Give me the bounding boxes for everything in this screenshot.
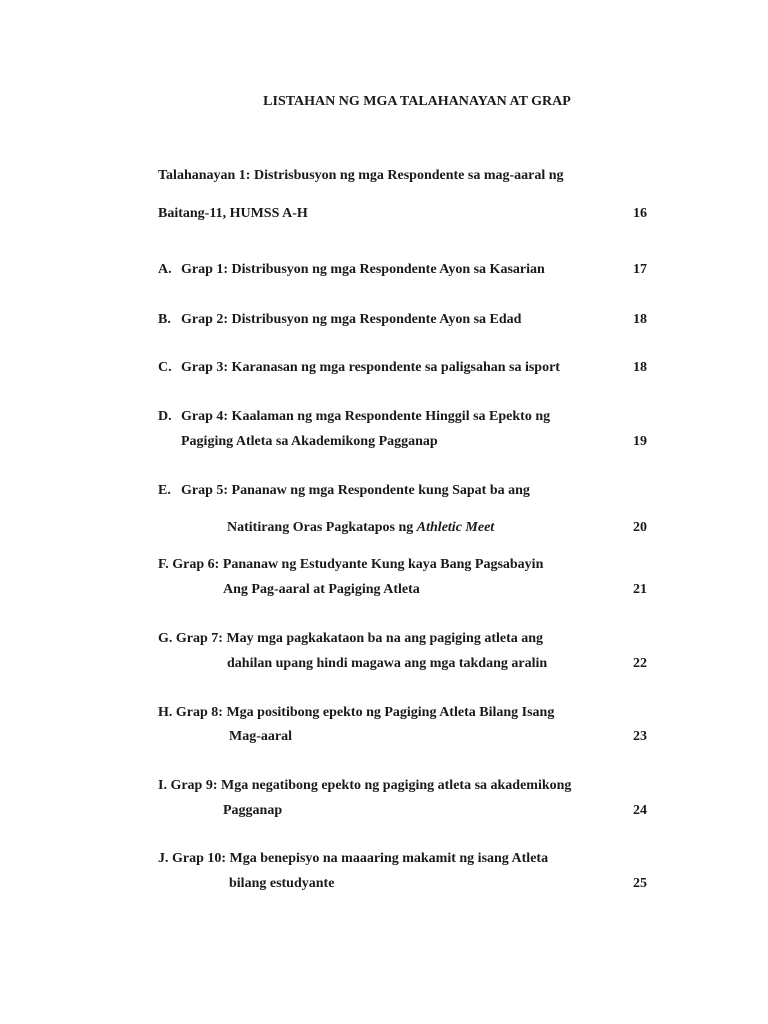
table1-page: 16 [633, 206, 647, 221]
entry-c-page: 18 [633, 360, 647, 375]
entry-b-page: 18 [633, 312, 647, 327]
entry-e-page: 20 [633, 520, 647, 535]
entry-h-line1: H. Grap 8: Mga positibong epekto ng Pagiging Atleta Bilang Isang [158, 705, 555, 720]
entry-a-letter: A. [158, 262, 172, 277]
entry-h-page: 23 [633, 729, 647, 744]
entry-d-page: 19 [633, 434, 647, 449]
table1-line2: Baitang-11, HUMSS A-H [158, 206, 308, 221]
table1-line1: Talahanayan 1: Distrisbusyon ng mga Respondente sa mag-aaral ng [158, 168, 564, 183]
entry-e-line2-italic: Athletic Meet [416, 520, 495, 535]
entry-f-line2: Ang Pag-aaral at Pagiging Atleta [223, 582, 420, 597]
entry-e-letter: E. [158, 483, 171, 498]
entry-d-line2: Pagiging Atleta sa Akademikong Pagganap [181, 434, 438, 449]
entry-d-line1: Grap 4: Kaalaman ng mga Respondente Hinggil sa Epekto ng [181, 409, 551, 424]
entry-i-line2: Pagganap [223, 803, 283, 818]
entry-j-page: 25 [633, 876, 647, 891]
entry-e-line2: Natitirang Oras Pagkatapos ng [227, 520, 414, 535]
entry-i-line1: I. Grap 9: Mga negatibong epekto ng pagiging atleta sa akademikong [158, 778, 572, 793]
entry-a-line1: Grap 1: Distribusyon ng mga Respondente Ayon sa Kasarian [181, 262, 545, 277]
entry-c-letter: C. [158, 360, 172, 375]
entry-f-page: 21 [633, 582, 647, 597]
entry-g-page: 22 [633, 656, 647, 671]
entry-j-line2: bilang estudyante [229, 876, 335, 891]
entry-b-letter: B. [158, 312, 171, 327]
entry-i-page: 24 [633, 803, 647, 818]
entry-e-line2-wrap [227, 521, 494, 535]
page-title: LISTAHAN NG MGA TALAHANAYAN AT GRAP [263, 94, 571, 109]
entry-d-letter: D. [158, 409, 172, 424]
entry-e-line1: Grap 5: Pananaw ng mga Respondente kung Sapat ba ang [181, 483, 530, 498]
entry-c-line1: Grap 3: Karanasan ng mga respondente sa paligsahan sa isport [181, 360, 560, 375]
entry-h-line2: Mag-aaral [229, 729, 292, 744]
entry-b-line1: Grap 2: Distribusyon ng mga Respondente Ayon sa Edad [181, 312, 522, 327]
entry-g-line2: dahilan upang hindi magawa ang mga takdang aralin [227, 656, 548, 671]
entry-j-line1: J. Grap 10: Mga benepisyo na maaaring makamit ng isang Atleta [158, 851, 549, 866]
entry-g-line1: G. Grap 7: May mga pagkakataon ba na ang pagiging atleta ang [158, 631, 544, 646]
entry-f-line1: F. Grap 6: Pananaw ng Estudyante Kung kaya Bang Pagsabayin [158, 557, 544, 572]
entry-a-page: 17 [633, 262, 647, 277]
